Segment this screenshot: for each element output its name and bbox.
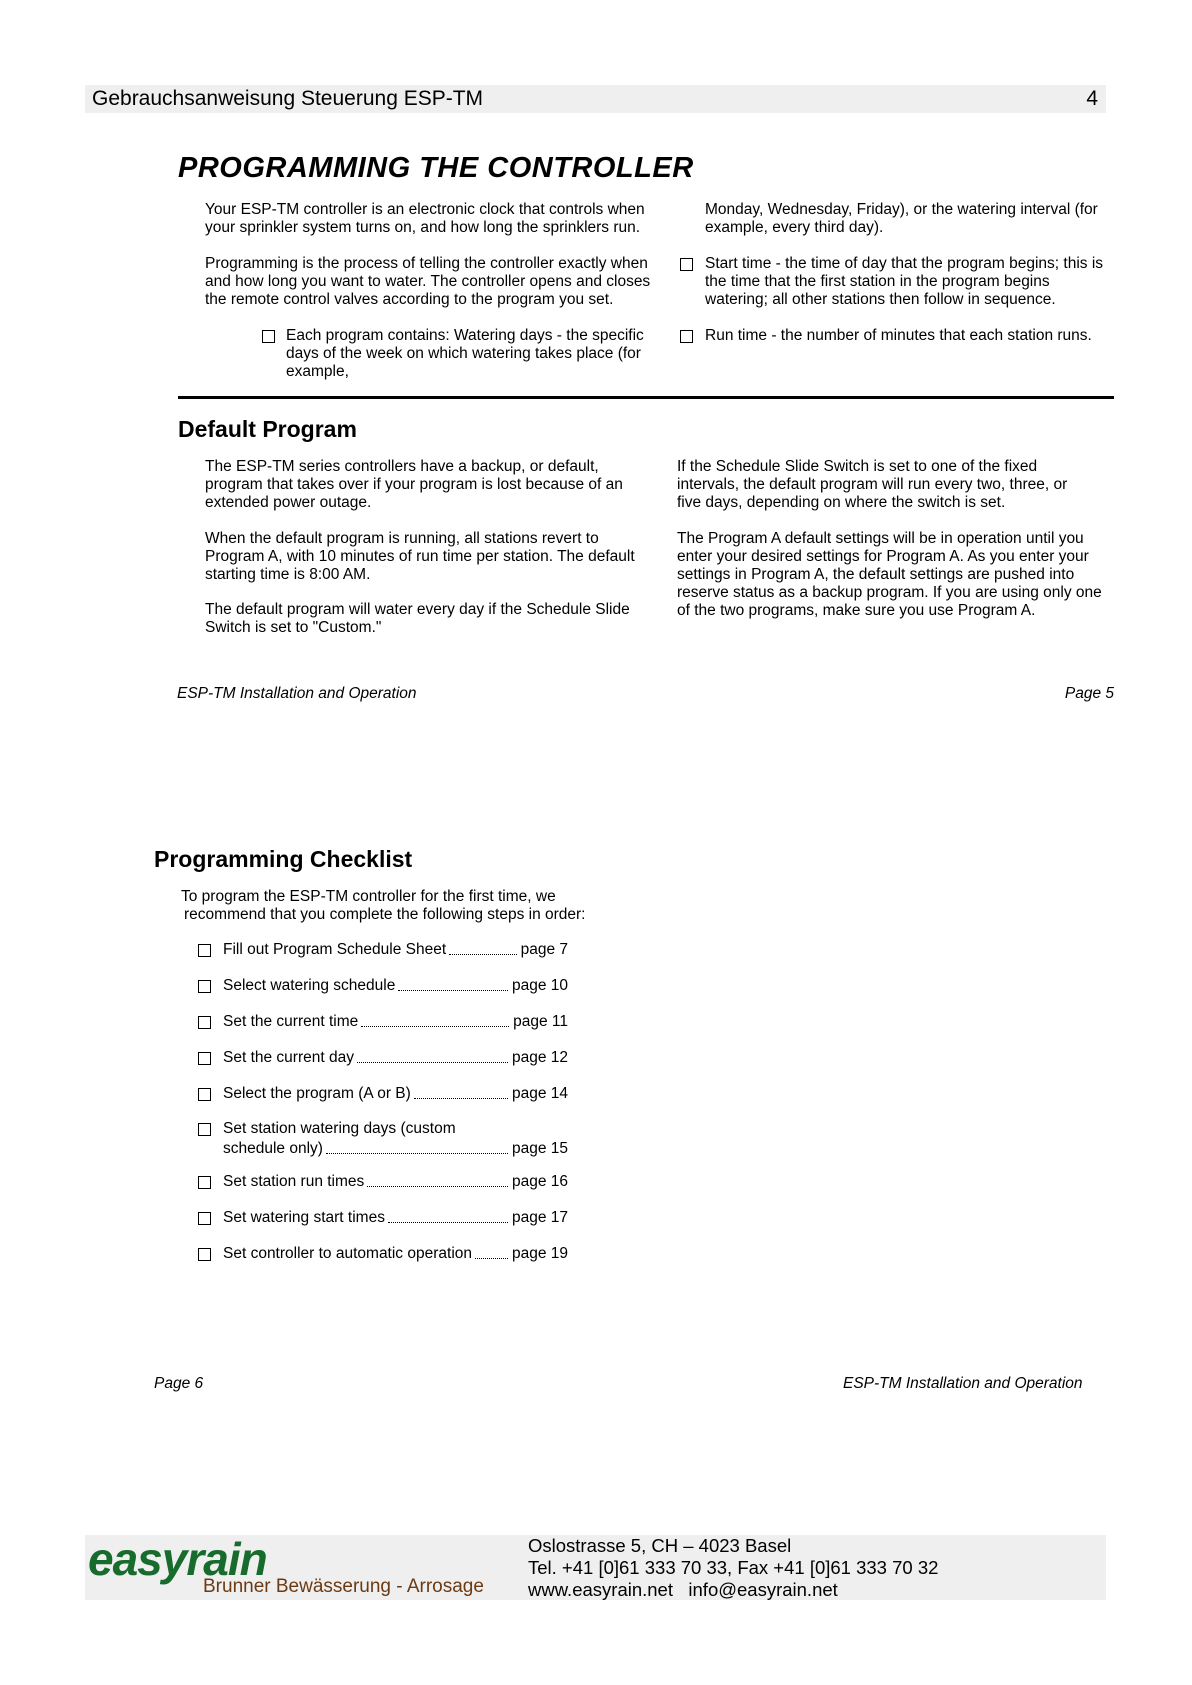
- dot-leader: [361, 1026, 509, 1027]
- checkbox-icon: [262, 330, 275, 343]
- checklist-item: [196, 1245, 568, 1263]
- bullet-text: Each program contains: Watering days - the specific days of the week on which watering takes place (for example,: [286, 327, 644, 380]
- item-label: Set station watering days (custom: [223, 1120, 456, 1137]
- checklist-item: [196, 1049, 568, 1067]
- item-page: page 16: [511, 1173, 568, 1190]
- item-label: Set the current day: [223, 1049, 354, 1066]
- checkbox-icon[interactable]: [198, 1248, 211, 1261]
- paragraph: Your ESP-TM controller is an electronic clock that controls when your sprinkler system turns on, and how long the sprinklers run.: [205, 201, 645, 236]
- dot-leader: [326, 1153, 508, 1154]
- dot-leader: [475, 1258, 508, 1259]
- checkbox-icon[interactable]: [198, 980, 211, 993]
- item-label: Select the program (A or B): [223, 1085, 411, 1102]
- bullet-text: Start time - the time of day that the program begins; this is the time that the first station in the program begins watering; all other stations then follow in sequence.: [705, 255, 1104, 308]
- company-web: www.easyrain.net info@easyrain.net: [528, 1579, 838, 1600]
- paragraph: Monday, Wednesday, Friday), or the watering interval (for example, every third day).: [705, 201, 1098, 236]
- checkbox-icon: [680, 330, 693, 343]
- footer-left: Page 6: [154, 1375, 204, 1392]
- item-label: Set watering start times: [223, 1209, 385, 1226]
- footer-right: ESP-TM Installation and Operation: [843, 1375, 1083, 1392]
- item-label: Set station run times: [223, 1173, 365, 1190]
- checkbox-icon[interactable]: [198, 1212, 211, 1225]
- paragraph: The default program will water every day if the Schedule Slide Switch is set to "Custom.": [205, 601, 630, 636]
- company-phone: Tel. +41 [0]61 333 70 33, Fax +41 [0]61 333 70 32: [528, 1557, 939, 1578]
- dot-leader: [414, 1098, 508, 1099]
- footer-left: ESP-TM Installation and Operation: [177, 685, 417, 702]
- dot-leader: [398, 990, 508, 991]
- item-page: page 15: [511, 1140, 568, 1157]
- header-page-number: 4: [1086, 87, 1098, 110]
- page-header: [85, 85, 1106, 113]
- checklist-item: [196, 1120, 568, 1158]
- section-title: PROGRAMMING THE CONTROLLER: [178, 152, 694, 184]
- divider: [178, 396, 1114, 399]
- checkbox-icon[interactable]: [198, 1088, 211, 1101]
- item-page: page 10: [511, 977, 568, 994]
- dot-leader: [367, 1186, 508, 1187]
- company-address: Oslostrasse 5, CH – 4023 Basel: [528, 1535, 792, 1556]
- item-label: Select watering schedule: [223, 977, 396, 994]
- dot-leader: [357, 1062, 508, 1063]
- paragraph: If the Schedule Slide Switch is set to one of the fixed intervals, the default program will run every two, three, or five days, depending on where the switch is set.: [677, 458, 1068, 511]
- checkbox-icon[interactable]: [198, 1016, 211, 1029]
- item-label: Fill out Program Schedule Sheet: [223, 941, 447, 958]
- checkbox-icon[interactable]: [198, 1052, 211, 1065]
- paragraph: The Program A default settings will be in operation until you enter your desired settings for Program A. As you enter your settings in Program A, the default settings are pushed into reserve status as a backup program. If you are using only one of the two programs, make sure you use Program A.: [677, 530, 1102, 619]
- checklist-heading: Programming Checklist: [154, 846, 413, 872]
- checklist-item: [196, 1013, 568, 1031]
- dot-leader: [388, 1222, 508, 1223]
- dot-leader: [449, 954, 516, 955]
- item-label: schedule only): [223, 1140, 323, 1157]
- company-subtitle: Brunner Bewässerung - Arrosage: [203, 1576, 484, 1597]
- checklist-item: [196, 1085, 568, 1103]
- checklist-intro: recommend that you complete the following steps in order:: [184, 906, 586, 923]
- footer-right: Page 5: [1064, 685, 1114, 702]
- paragraph: When the default program is running, all stations revert to Program A, with 10 minutes of run time per station. The default starting time is 8:00 AM.: [205, 530, 635, 583]
- checkbox-icon[interactable]: [198, 944, 211, 957]
- checkbox-icon[interactable]: [198, 1176, 211, 1189]
- item-page: page 17: [511, 1209, 568, 1226]
- checklist-item: [196, 1209, 568, 1227]
- item-page: page 14: [511, 1085, 568, 1102]
- item-label: Set the current time: [223, 1013, 359, 1030]
- item-page: page 19: [511, 1245, 568, 1262]
- item-page: page 7: [520, 941, 568, 958]
- checklist-item: [196, 977, 568, 995]
- checkbox-icon[interactable]: [198, 1123, 211, 1136]
- header-title: Gebrauchsanweisung Steuerung ESP-TM: [92, 87, 484, 110]
- paragraph: Programming is the process of telling the controller exactly when and how long you want to water. The controller opens and closes the remote control valves according to the program you set.: [205, 255, 651, 308]
- checklist-item: [196, 1173, 568, 1191]
- bullet-text: Run time - the number of minutes that each station runs.: [705, 327, 1092, 344]
- checklist-item: [196, 941, 568, 959]
- item-label: Set controller to automatic operation: [223, 1245, 472, 1262]
- item-page: page 12: [511, 1049, 568, 1066]
- checklist-intro: To program the ESP-TM controller for the first time, we: [181, 888, 556, 905]
- section-heading: Default Program: [178, 416, 357, 442]
- paragraph: The ESP-TM series controllers have a backup, or default, program that takes over if your program is lost because of an extended power outage.: [205, 458, 623, 511]
- checkbox-icon: [680, 258, 693, 271]
- item-page: page 11: [513, 1013, 568, 1030]
- easyrain-logo: easyrain: [88, 1533, 267, 1585]
